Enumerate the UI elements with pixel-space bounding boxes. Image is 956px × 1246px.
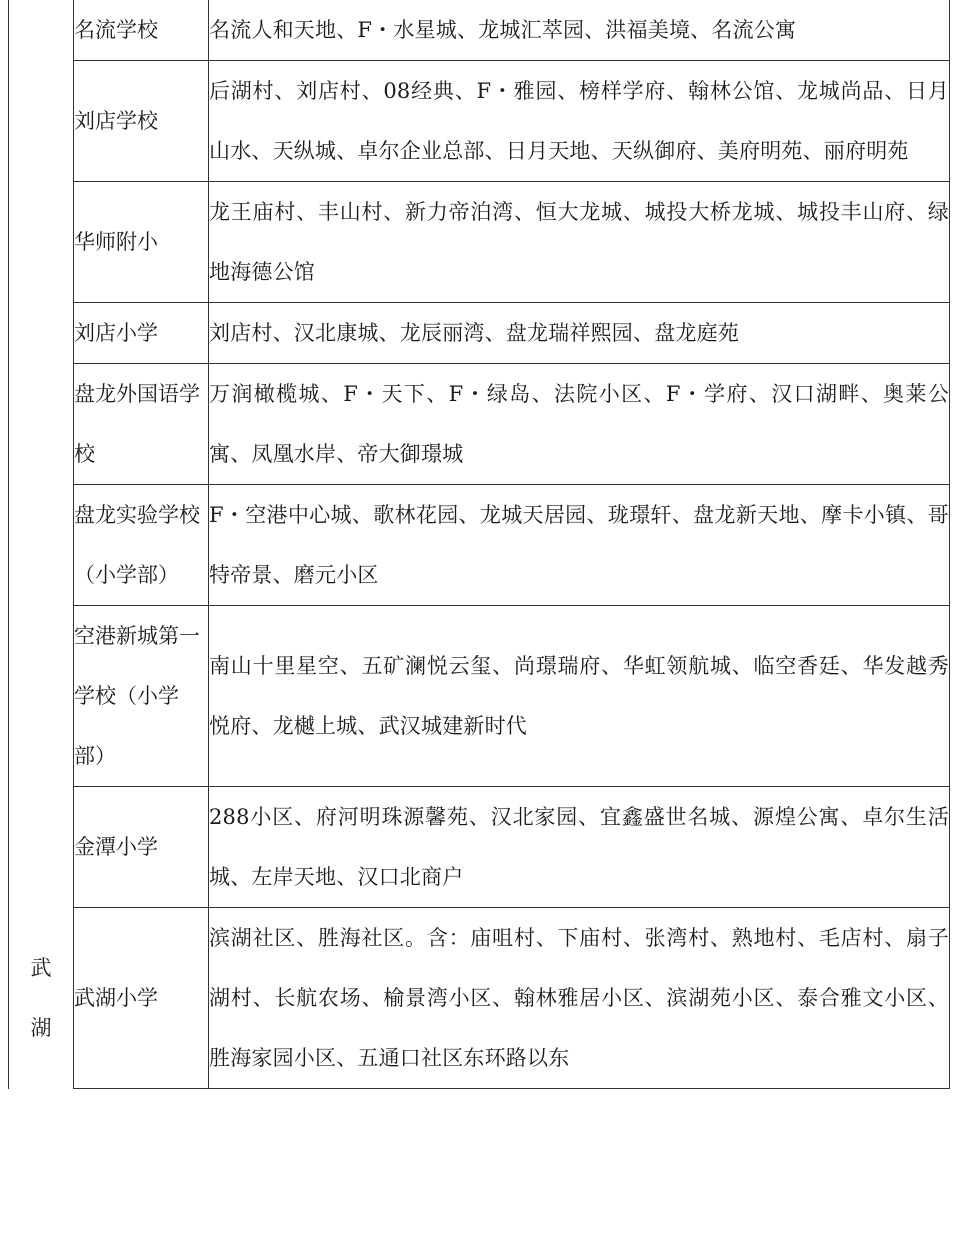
school-cell: 金潭小学 xyxy=(74,787,209,908)
district-name: 武湖 xyxy=(30,956,52,1040)
school-cell: 刘店小学 xyxy=(74,303,209,364)
district-cell xyxy=(9,0,74,908)
table-row xyxy=(9,787,950,908)
school-cell: 空港新城第一学校（小学部） xyxy=(74,606,209,787)
table-row xyxy=(9,485,950,606)
table-row xyxy=(9,61,950,182)
area-cell: 后湖村、刘店村、08经典、F・雅园、榜样学府、翰林公馆、龙城尚品、日月山水、天纵城、卓尔企业总部、日月天地、天纵御府、美府明苑、丽府明苑 xyxy=(209,61,950,182)
school-cell: 华师附小 xyxy=(74,182,209,303)
area-cell: 名流人和天地、F・水星城、龙城汇萃园、洪福美境、名流公寓 xyxy=(209,0,950,61)
table-row xyxy=(9,908,950,1089)
area-cell: F・空港中心城、歌林花园、龙城天居园、珑璟轩、盘龙新天地、摩卡小镇、哥特帝景、磨元小区 xyxy=(209,485,950,606)
table-row xyxy=(9,364,950,485)
area-cell: 龙王庙村、丰山村、新力帝泊湾、恒大龙城、城投大桥龙城、城投丰山府、绿地海德公馆 xyxy=(209,182,950,303)
school-cell: 武湖小学 xyxy=(74,908,209,1089)
area-cell: 万润橄榄城、F・天下、F・绿岛、法院小区、F・学府、汉口湖畔、奥莱公寓、凤凰水岸、帝大御璟城 xyxy=(209,364,950,485)
school-cell: 盘龙外国语学校 xyxy=(74,364,209,485)
school-district-table xyxy=(8,0,950,1089)
district-cell xyxy=(9,908,74,1089)
area-cell: 南山十里星空、五矿澜悦云玺、尚璟瑞府、华虹领航城、临空香廷、华发越秀悦府、龙樾上城、武汉城建新时代 xyxy=(209,606,950,787)
table-row xyxy=(9,0,950,61)
school-cell: 盘龙实验学校（小学部） xyxy=(74,485,209,606)
school-cell: 名流学校 xyxy=(74,0,209,61)
table-row xyxy=(9,606,950,787)
area-cell: 288小区、府河明珠源馨苑、汉北家园、宜鑫盛世名城、源煌公寓、卓尔生活城、左岸天地、汉口北商户 xyxy=(209,787,950,908)
table-row xyxy=(9,303,950,364)
table-row xyxy=(9,182,950,303)
area-cell: 滨湖社区、胜海社区。含：庙咀村、下庙村、张湾村、熟地村、毛店村、扇子湖村、长航农场、榆景湾小区、翰林雅居小区、滨湖苑小区、泰合雅文小区、胜海家园小区、五通口社区东环路以东 xyxy=(209,908,950,1089)
school-cell: 刘店学校 xyxy=(74,61,209,182)
area-cell: 刘店村、汉北康城、龙辰丽湾、盘龙瑞祥熙园、盘龙庭苑 xyxy=(209,303,950,364)
